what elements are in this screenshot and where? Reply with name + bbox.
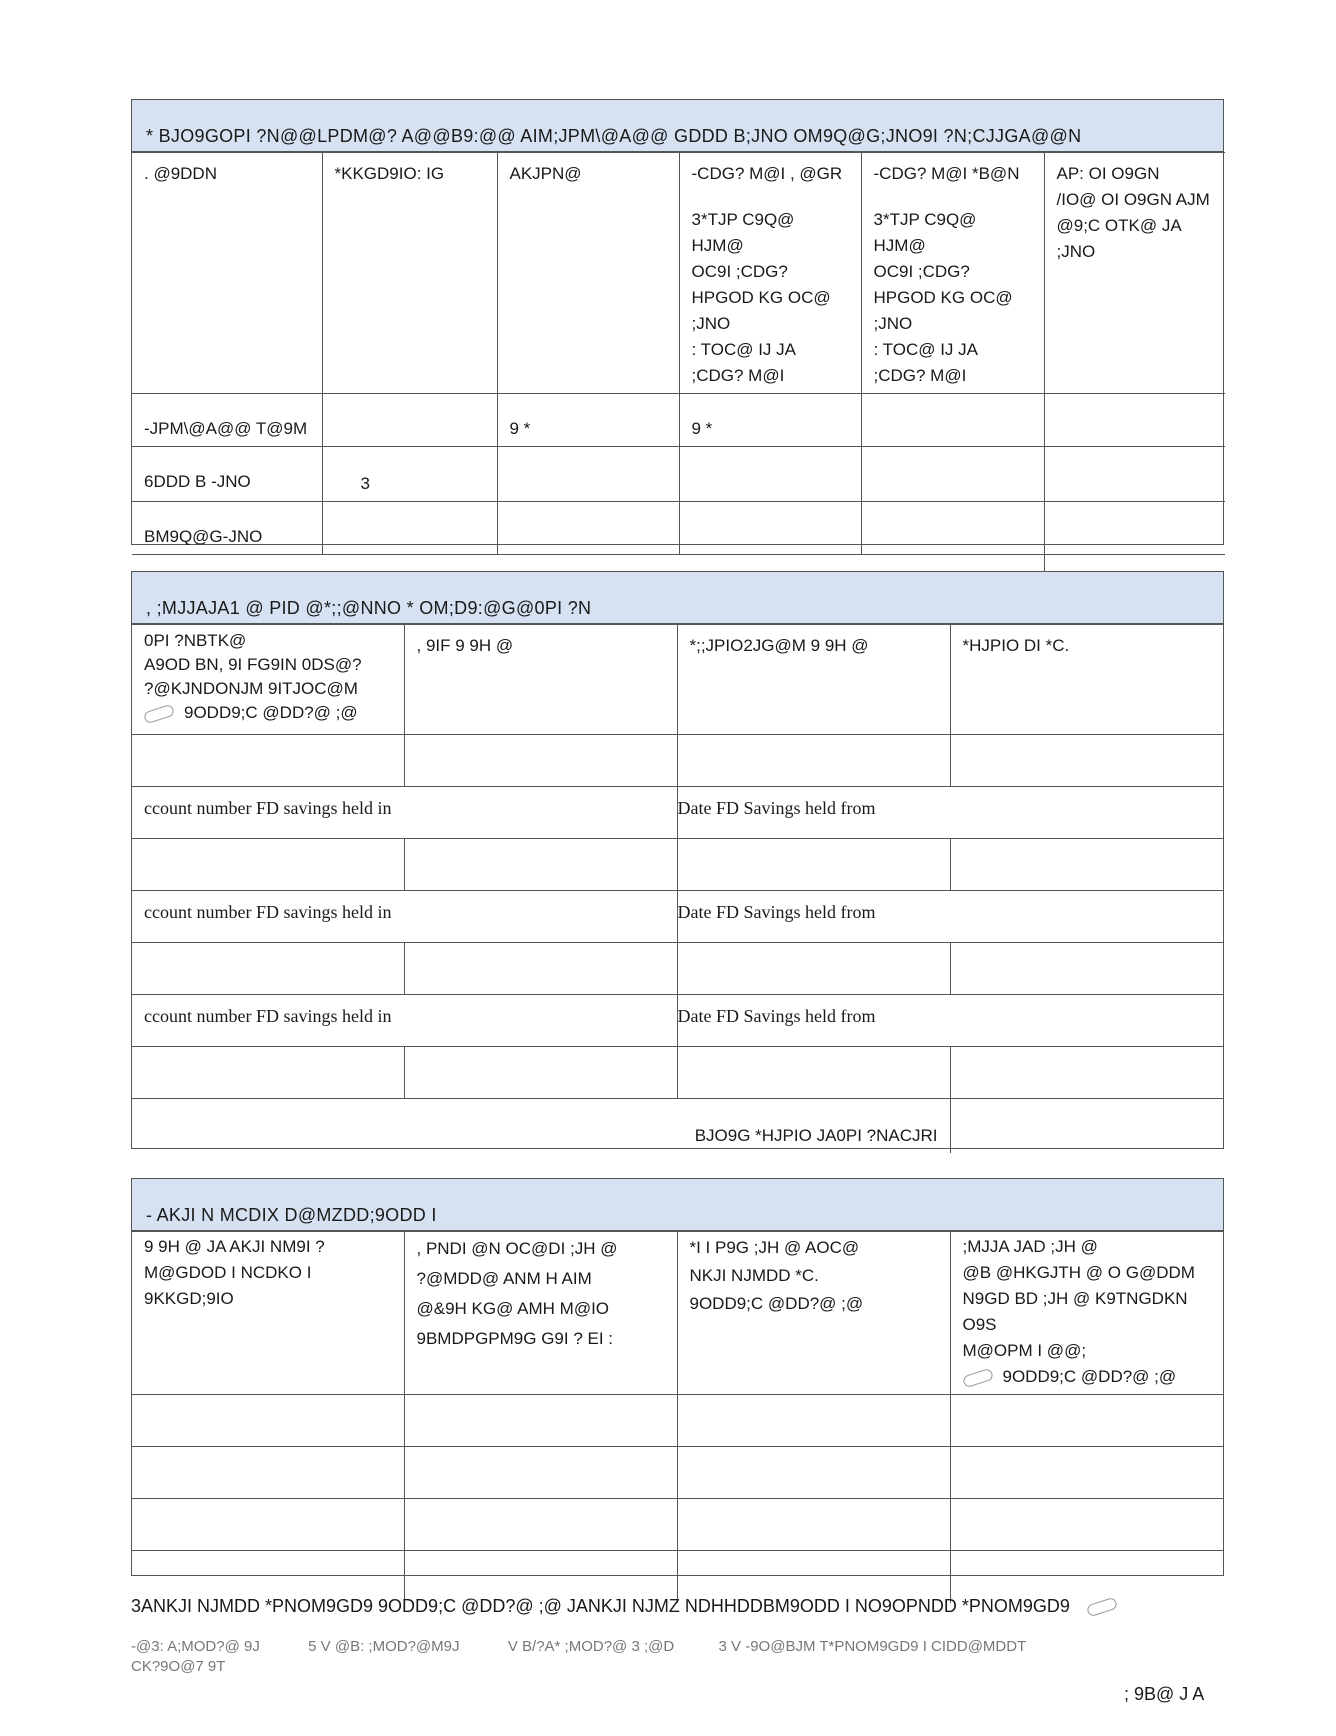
cell-input[interactable] — [404, 1551, 677, 1603]
table-row — [132, 447, 1225, 502]
funds-col-header-1-line: 0PI ?NBTK@ — [144, 631, 247, 650]
col-header-6-note: /IO@ OI O9GN AJM — [1056, 190, 1210, 209]
col-header-5-note: : TOC@ IJ JA — [873, 340, 978, 359]
table-row — [132, 502, 1225, 555]
cell-input[interactable] — [132, 1499, 404, 1551]
table-row — [132, 1551, 1223, 1603]
col-header-4-note: : TOC@ IJ JA — [691, 340, 796, 359]
cell-input[interactable] — [679, 502, 861, 555]
cell-input[interactable] — [1044, 394, 1225, 447]
cell-input[interactable] — [677, 1047, 950, 1099]
account-number-label: ccount number FD savings held in — [132, 995, 677, 1047]
cell-input[interactable] — [132, 943, 404, 995]
col-header-5-note: ;CDG? M@I — [873, 366, 967, 385]
funds-table — [132, 624, 1223, 1153]
col-header-5-title: -CDG? M@I *B@N — [873, 164, 1020, 183]
sponsor-col-header-2-line: 9BMDPGPM9G G9I ? EI : — [416, 1329, 614, 1348]
cell-input[interactable]: 9 * — [679, 394, 861, 447]
row-label: 6DDD B -JNO — [132, 447, 322, 502]
cell-input[interactable] — [677, 1447, 950, 1499]
funds-col-header-1-line: ?@KJNDONJM 9ITJOC@M — [144, 679, 358, 698]
table-row — [132, 735, 1223, 787]
account-number-label: ccount number FD savings held in — [132, 891, 677, 943]
col-header-5-note: OC9I ;CDG? — [873, 262, 970, 281]
cell-input[interactable] — [132, 1447, 404, 1499]
cell-input[interactable] — [132, 1047, 404, 1099]
table-row — [132, 995, 1223, 1047]
sponsor-col-header-4-line: M@OPM I @@; — [962, 1341, 1087, 1360]
section-sponsor-header: - AKJI N MCDIX D@MZDD;9ODD I — [132, 1179, 1223, 1231]
section-sponsor — [131, 1178, 1224, 1576]
table-row — [132, 394, 1225, 447]
footer-note-text: 3ANKJI NJMDD *PNOM9GD9 9ODD9;C @DD?@ ;@ JANKJI NJMZ NDHHDDBM9ODD I NO9OPNDD *PNOM9GD9 — [131, 1596, 1070, 1616]
table-row — [132, 1395, 1223, 1447]
col-header-4-note: 3*TJP C9Q@ HJM@ — [691, 210, 795, 255]
row-label: BM9Q@G-JNO — [132, 502, 322, 555]
cell-input[interactable] — [404, 839, 677, 891]
cell-input[interactable] — [950, 1499, 1223, 1551]
cell-input[interactable] — [404, 1499, 677, 1551]
col-header-4-title: -CDG? M@I , @GR — [691, 164, 843, 183]
cell-input[interactable] — [950, 839, 1223, 891]
account-number-label: ccount number FD savings held in — [132, 787, 677, 839]
table-row — [132, 891, 1223, 943]
attach-evidence-link[interactable] — [690, 1290, 938, 1318]
col-header-5 — [861, 153, 1044, 394]
footer-meta-item: -@3: A;MOD?@ 9J — [131, 1638, 260, 1655]
footer-meta — [131, 1638, 1026, 1655]
footer-meta-item: V B/?A* ;MOD?@ 3 ;@D — [507, 1638, 675, 1655]
cell-input[interactable] — [679, 447, 861, 502]
cell-input[interactable] — [861, 394, 1044, 447]
sponsor-col-header-3-line: NKJI NJMDD *C. — [689, 1266, 819, 1285]
col-header-5-note: HPGOD KG OC@ ;JNO — [873, 288, 1013, 333]
table-row — [132, 839, 1223, 891]
attach-evidence-label: 9ODD9;C @DD?@ ;@ — [689, 1294, 864, 1313]
sponsor-col-header-1 — [132, 1232, 404, 1395]
funds-col-header-1 — [132, 625, 404, 735]
col-header-1: . @9DDN — [132, 153, 322, 394]
cell-input[interactable] — [861, 502, 1044, 555]
paperclip-icon — [143, 703, 175, 724]
paperclip-icon — [961, 1367, 993, 1388]
cell-input[interactable] — [950, 1047, 1223, 1099]
total-input[interactable] — [950, 1099, 1223, 1154]
cell-input[interactable] — [677, 1551, 950, 1603]
attach-evidence-label: 9ODD9;C @DD?@ ;@ — [1002, 1367, 1177, 1386]
sponsor-col-header-4 — [950, 1232, 1223, 1395]
sponsor-col-header-4-line: N9GD BD ;JH @ K9TNGDKN O9S — [962, 1289, 1188, 1334]
date-held-label: Date FD Savings held from — [677, 787, 1223, 839]
cell-input[interactable] — [677, 1499, 950, 1551]
cell-input[interactable] — [132, 735, 404, 787]
cell-input[interactable] — [1044, 502, 1225, 555]
col-header-6-title: AP: OI O9GN — [1056, 164, 1160, 183]
total-row — [132, 1099, 1223, 1154]
sponsor-col-header-2-line: @&9H KG@ AMH M@IO — [416, 1299, 610, 1318]
cell-input[interactable] — [497, 502, 679, 555]
col-header-6-note: @9;C OTK@ JA ;JNO — [1056, 216, 1181, 261]
funds-col-header-3: *;;JPIO2JG@M 9 9H @ — [677, 625, 950, 735]
cell-input[interactable] — [677, 1395, 950, 1447]
cell-input[interactable]: 3 — [322, 447, 497, 502]
col-header-4-note: HPGOD KG OC@ ;JNO — [691, 288, 831, 333]
sponsor-col-header-4-line: ;MJJA JAD ;JH @ — [962, 1237, 1098, 1256]
cell-input[interactable] — [132, 1395, 404, 1447]
col-header-2: *KKGD9IO: IG — [322, 153, 497, 394]
cell-input[interactable] — [404, 1047, 677, 1099]
funds-col-header-1-line: A9OD BN, 9I FG9IN 0DS@? — [144, 655, 362, 674]
sponsor-col-header-2 — [404, 1232, 677, 1395]
date-held-label: Date FD Savings held from — [677, 891, 1223, 943]
col-header-3: AKJPN@ — [497, 153, 679, 394]
cell-input[interactable] — [322, 502, 497, 555]
cell-input[interactable] — [677, 735, 950, 787]
footer-meta-item: 3 V -9O@BJM T*PNOM9GD9 I CIDD@MDDT — [718, 1638, 1027, 1655]
cell-input[interactable] — [950, 1395, 1223, 1447]
cell-input[interactable] — [404, 1395, 677, 1447]
paperclip-icon[interactable] — [1086, 1597, 1118, 1618]
section-funds — [131, 571, 1224, 1149]
section-costs-header: * BJO9GOPI ?N@@LPDM@? A@@B9:@@ AIM;JPM\@A@@ GDDD B;JNO OM9Q@G;JNO9I ?N;CJJGA@@N — [132, 100, 1223, 152]
costs-table — [132, 152, 1225, 609]
table-row — [132, 787, 1223, 839]
attach-evidence-link[interactable] — [144, 701, 392, 725]
sponsor-table — [132, 1231, 1223, 1603]
cell-input[interactable] — [1044, 447, 1225, 502]
cell-input[interactable]: 9 * — [497, 394, 679, 447]
row-label: -JPM\@A@@ T@9M — [132, 394, 322, 447]
section-costs — [131, 99, 1224, 545]
cell-input[interactable] — [497, 447, 679, 502]
funds-total-label: BJO9G *HJPIO JA0PI ?NACJRI — [132, 1099, 950, 1154]
col-header-5-note: 3*TJP C9Q@ HJM@ — [873, 210, 977, 255]
cell-input[interactable] — [950, 1447, 1223, 1499]
cell-input[interactable] — [404, 1447, 677, 1499]
funds-col-header-2: , 9IF 9 9H @ — [404, 625, 677, 735]
col-header-6 — [1044, 153, 1225, 394]
cell-input[interactable] — [861, 447, 1044, 502]
sponsor-col-header-2-line: ?@MDD@ ANM H AIM — [416, 1269, 592, 1288]
col-header-4-note: OC9I ;CDG? — [691, 262, 788, 281]
cell-input[interactable] — [132, 1551, 404, 1603]
cell-input[interactable] — [322, 394, 497, 447]
footer-note — [131, 1596, 1127, 1617]
footer-updated: CK?9O@7 9T — [131, 1658, 226, 1675]
page-number: ; 9B@ J A — [1124, 1684, 1205, 1704]
col-header-4 — [679, 153, 861, 394]
cell-input[interactable] — [950, 943, 1223, 995]
attach-evidence-label: 9ODD9;C @DD?@ ;@ — [184, 703, 358, 722]
date-held-label: Date FD Savings held from — [677, 995, 1223, 1047]
section-funds-header: , ;MJJAJA1 @ PID @*;;@NNO * OM;D9:@G@0PI ?N — [132, 572, 1223, 624]
footer-meta-item: 5 V @B: ;MOD?@M9J — [308, 1638, 460, 1655]
table-row — [132, 1499, 1223, 1551]
cell-input[interactable] — [677, 943, 950, 995]
table-row — [132, 1047, 1223, 1099]
sponsor-col-header-4-line: @B @HKGJTH @ O G@DDM — [962, 1263, 1195, 1282]
cell-input[interactable] — [404, 943, 677, 995]
cell-input[interactable] — [950, 1551, 1223, 1603]
cell-input[interactable] — [132, 839, 404, 891]
sponsor-col-header-3 — [677, 1232, 950, 1395]
sponsor-col-header-1-line: M@GDOD I NCDKO I 9KKGD;9IO — [144, 1263, 312, 1308]
col-header-4-note: ;CDG? M@I — [691, 366, 785, 385]
sponsor-col-header-2-line: , PNDI @N OC@DI ;JH @ — [416, 1239, 618, 1258]
table-row — [132, 943, 1223, 995]
cell-input[interactable] — [404, 735, 677, 787]
cell-input[interactable] — [950, 735, 1223, 787]
attach-evidence-link[interactable] — [963, 1364, 1212, 1390]
table-row — [132, 1447, 1223, 1499]
sponsor-col-header-3-line: *I I P9G ;JH @ AOC@ — [689, 1238, 860, 1257]
funds-col-header-4: *HJPIO DI *C. — [950, 625, 1223, 735]
sponsor-col-header-1-line: 9 9H @ JA AKJI NM9I ? — [144, 1237, 325, 1256]
cell-input[interactable] — [677, 839, 950, 891]
